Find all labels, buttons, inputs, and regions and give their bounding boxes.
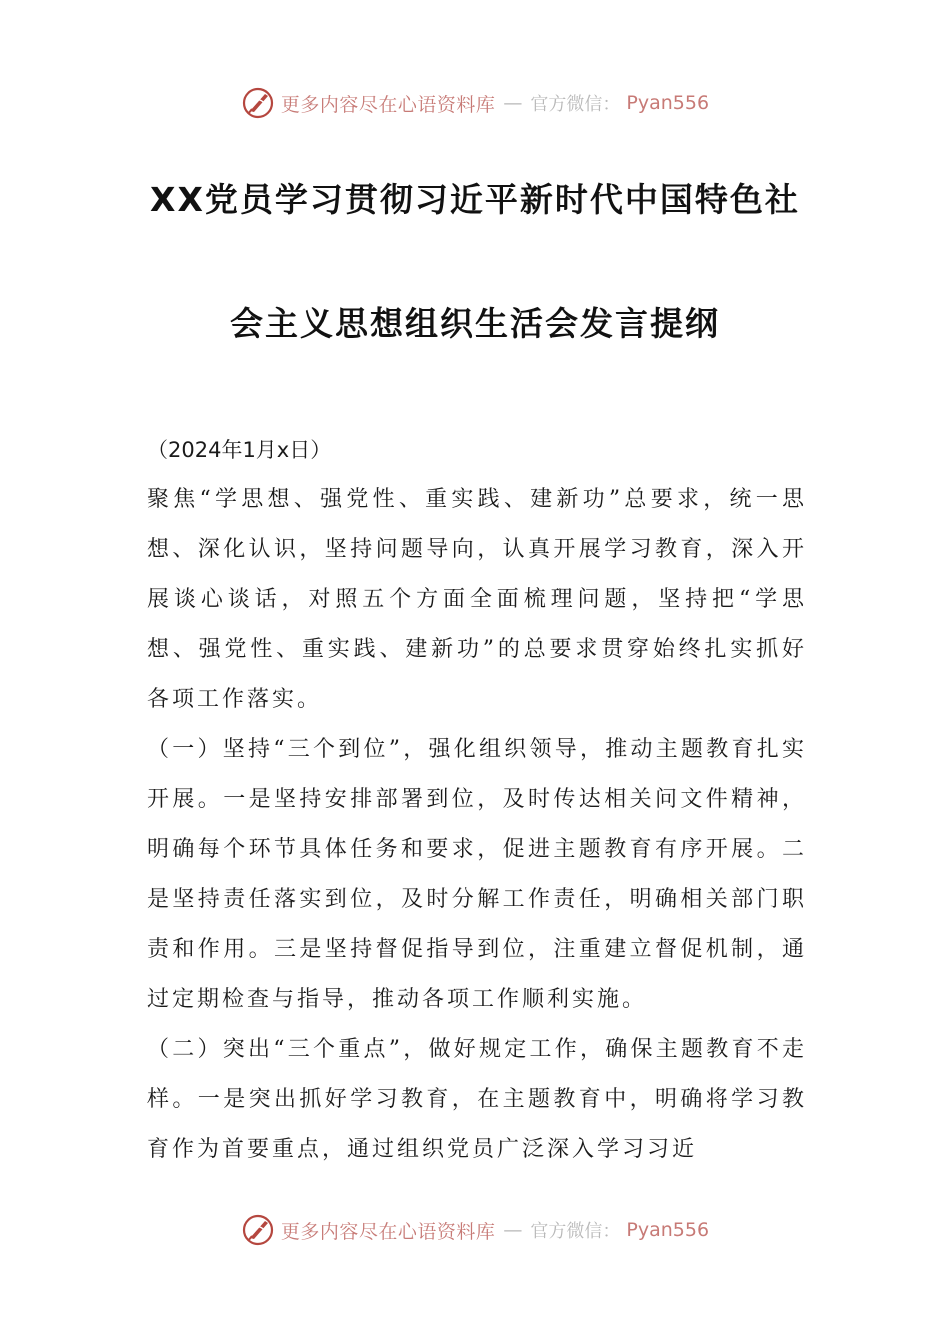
watermark-text: 更多内容尽在心语资料库 — [280, 1220, 496, 1243]
watermark-text: 更多内容尽在心语资料库 — [280, 93, 496, 116]
watermark-separator: — — [503, 1219, 523, 1241]
paragraph-section-2: （二）突出“三个重点”，做好规定工作，确保主题教育不走样。一是突出抓好学习教育，在主题教育中，明确将学习教育作为首要重点，通过组织党员广泛深入学习习近 — [147, 1037, 807, 1162]
watermark-banner-top — [0, 83, 950, 123]
watermark-wechat-label: 官方微信： — [530, 1221, 621, 1242]
watermark-wechat-id: Pyan556 — [626, 92, 710, 114]
watermark-wechat-label: 官方微信： — [530, 94, 621, 115]
watermark-separator: — — [503, 92, 523, 114]
document-title-line-2: 会主义思想组织生活会发言提纲 — [230, 304, 720, 343]
watermark-wechat-id: Pyan556 — [626, 1219, 710, 1241]
quill-pen-logo-icon — [241, 86, 275, 120]
paragraph-intro: 聚焦“学思想、强党性、重实践、建新功”总要求，统一思想、深化认识，坚持问题导向，认真开展学习教育，深入开展谈心谈话，对照五个方面全面梳理问题，坚持把“学思想、强党性、重实践、建新功”的总要求贯穿始终扎实抓好各项工作落实。 — [147, 487, 807, 712]
watermark-banner-bottom — [0, 1210, 950, 1250]
paragraph-section-1: （一）坚持“三个到位”，强化组织领导，推动主题教育扎实开展。一是坚持安排部署到位，及时传达相关问文件精神，明确每个环节具体任务和要求，促进主题教育有序开展。二是坚持责任落实到位，及时分解工作责任，明确相关部门职责和作用。三是坚持督促指导到位，注重建立督促机制，通过定期检查与指导，推动各项工作顺利实施。 — [147, 737, 807, 1012]
quill-pen-logo-icon — [241, 1213, 275, 1247]
document-body — [147, 425, 807, 1175]
document-date: （2024年1月x日） — [147, 438, 332, 462]
document-title-line-1: XX党员学习贯彻习近平新时代中国特色社 — [150, 180, 800, 219]
